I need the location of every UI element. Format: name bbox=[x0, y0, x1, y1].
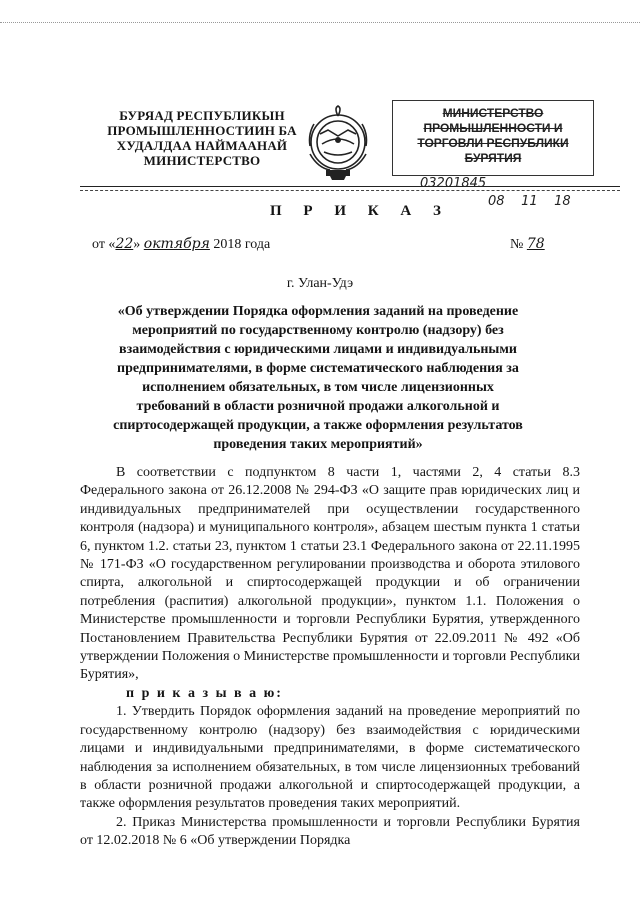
order-item: 1. Утвердить Порядок оформления заданий на проведение мероприятий по государственному контролю (надзору) без взаимодействия с юридическими лицами и индивидуальными предпринимателями, в форме систематического наблюдения за исполнением обязательных, в том числе лицензионных требований в области розничной продажи алкогольной и спиртосодержащей продукции, а также оформления результатов проведения таких мероприятий. bbox=[80, 704, 580, 812]
header-divider-dashed bbox=[80, 190, 620, 191]
republic-emblem-icon bbox=[300, 104, 376, 182]
stamp-line: БУРЯТИЯ bbox=[464, 151, 522, 165]
document-body bbox=[80, 464, 580, 851]
stamp-line: МИНИСТЕРСТВО bbox=[442, 106, 544, 120]
date-year: 2018 года bbox=[209, 237, 271, 252]
number-prefix: № bbox=[510, 237, 527, 252]
stamp-line: ТОРГОВЛИ РЕСПУБЛИКИ bbox=[417, 136, 569, 150]
date-mid: » bbox=[133, 237, 144, 252]
stamp-title bbox=[398, 106, 588, 166]
document-date bbox=[92, 236, 270, 253]
stamp-reg-number: 03201845 bbox=[420, 176, 487, 191]
stamp-line: ПРОМЫШЛЕННОСТИ И bbox=[423, 121, 563, 135]
ministry-name-line: БУРЯАД РЕСПУБЛИКЫН bbox=[119, 108, 285, 123]
ministry-name-buryat bbox=[106, 108, 298, 168]
scan-artifact-line bbox=[0, 22, 640, 23]
preamble-paragraph: В соответствии с подпунктом 8 части 1, частями 2, 4 статьи 8.3 Федерального закона от 26.12.2008 № 294-ФЗ «О защите прав юридических лиц и индивидуальных предпринимателей при осуществлении государственного контроля (надзора) и муниципального контроля», абзацем шестым пункта 1 статьи 6, пунктом 1.2. статьи 23, пунктом 1 статьи 23.1 Федерального закона от 22.11.1995 № 171-ФЗ «О государственном регулировании производства и оборота этилового спирта, алкогольной и спиртосодержащей продукции и об ограничении потребления (распития) алкогольной продукции», пунктом 1.1. Положения о Министерстве промышленности и торговли Республики Бурятия, утвержденного Постановлением Правительства Республики Бурятия от 22.09.2011 № 492 «Об утверждении Положения о Министерстве промышленности и торговли Республики Бурятия», bbox=[80, 465, 580, 683]
document-number bbox=[510, 236, 545, 253]
ministry-name-line: МИНИСТЕРСТВО bbox=[143, 153, 261, 168]
date-day: 22 bbox=[115, 236, 134, 252]
ministry-name-line: ХУДАЛДАА НАЙМААНАЙ bbox=[116, 138, 288, 153]
document-type: П Р И К А З bbox=[270, 203, 450, 219]
date-prefix: от « bbox=[92, 237, 116, 252]
date-month: октября bbox=[143, 236, 210, 252]
stamp-reg-date: 08 11 18 bbox=[488, 194, 571, 209]
order-item: 2. Приказ Министерства промышленности и торговли Республики Бурятия от 12.02.2018 № 6 «Об утверждении Порядка bbox=[80, 814, 580, 849]
ministry-name-line: ПРОМЫШЛЕННОСТИИН БА bbox=[107, 123, 297, 138]
header-divider bbox=[80, 186, 620, 187]
number-value: 78 bbox=[526, 236, 545, 252]
document-city: г. Улан-Удэ bbox=[286, 276, 354, 291]
order-word: п р и к а з ы в а ю: bbox=[126, 685, 283, 701]
registration-stamp bbox=[392, 100, 604, 212]
document-title: «Об утверждении Порядка оформления заданий на проведение мероприятий по государственному контролю (надзору) без взаимодействия с юридическими лицами и индивидуальными предпринимателями, в форме систематического наблюдения за исполнением обязательных, в том числе лицензионных требований в области розничной продажи алкогольной и спиртосодержащей продукции, а также оформления результатов проведения таких мероприятий» bbox=[113, 304, 523, 452]
